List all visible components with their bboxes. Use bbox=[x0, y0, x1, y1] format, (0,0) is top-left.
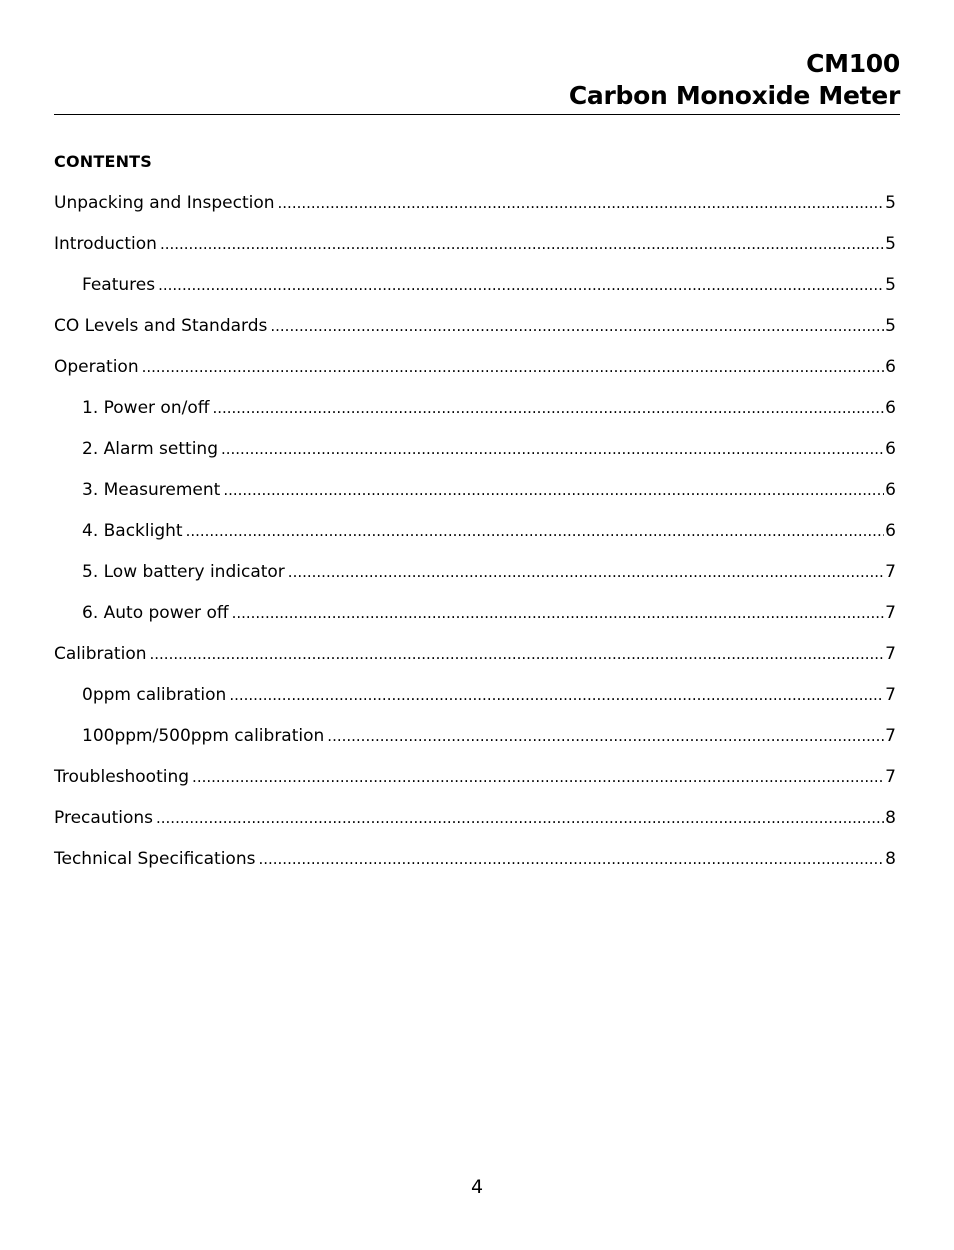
toc-dot-leader bbox=[223, 480, 884, 500]
toc-entry[interactable] bbox=[54, 439, 896, 480]
toc-entry-page: 8 bbox=[885, 849, 896, 869]
toc-entry-page: 7 bbox=[885, 562, 896, 582]
toc-entry[interactable] bbox=[54, 603, 896, 644]
toc-entry-page: 6 bbox=[885, 357, 896, 377]
toc-dot-leader bbox=[142, 357, 885, 377]
toc-entry-page: 7 bbox=[885, 644, 896, 664]
toc-dot-leader bbox=[186, 521, 885, 541]
toc-entry-page: 5 bbox=[885, 193, 896, 213]
toc-entry-title: 1. Power on/off bbox=[82, 398, 210, 418]
toc-entry-page: 6 bbox=[885, 521, 896, 541]
toc-entry-title: Troubleshooting bbox=[54, 767, 190, 787]
toc-entry-page: 6 bbox=[885, 398, 896, 418]
toc-entry[interactable] bbox=[54, 234, 896, 275]
product-name: Carbon Monoxide Meter bbox=[568, 81, 900, 110]
toc-entry-title: 100ppm/500ppm calibration bbox=[82, 726, 325, 746]
toc-entry-title: 5. Low battery indicator bbox=[82, 562, 285, 582]
toc-entry[interactable] bbox=[54, 357, 896, 398]
toc-entry-title: 6. Auto power off bbox=[82, 603, 229, 623]
toc-entry[interactable] bbox=[54, 685, 896, 726]
table-of-contents bbox=[54, 193, 896, 890]
toc-entry-title: 4. Backlight bbox=[82, 521, 183, 541]
toc-entry-title: Features bbox=[82, 275, 156, 295]
toc-entry-page: 8 bbox=[885, 808, 896, 828]
toc-entry-title: CO Levels and Standards bbox=[54, 316, 268, 336]
toc-entry[interactable] bbox=[54, 521, 896, 562]
contents-heading: CONTENTS bbox=[54, 152, 153, 171]
page-header bbox=[54, 48, 900, 115]
toc-entry-title: Technical Specifications bbox=[54, 849, 256, 869]
toc-entry[interactable] bbox=[54, 398, 896, 439]
toc-entry-title: Operation bbox=[54, 357, 139, 377]
toc-entry-page: 7 bbox=[885, 685, 896, 705]
toc-entry-title: 3. Measurement bbox=[82, 480, 221, 500]
toc-entry-title: 2. Alarm setting bbox=[82, 439, 218, 459]
toc-entry-title: 0ppm calibration bbox=[82, 685, 227, 705]
page-number: 4 bbox=[470, 1176, 484, 1198]
toc-dot-leader bbox=[221, 439, 884, 459]
toc-entry[interactable] bbox=[54, 480, 896, 521]
toc-dot-leader bbox=[327, 726, 884, 746]
toc-entry[interactable] bbox=[54, 275, 896, 316]
toc-dot-leader bbox=[150, 644, 885, 664]
toc-dot-leader bbox=[270, 316, 884, 336]
toc-dot-leader bbox=[156, 808, 884, 828]
toc-entry-page: 7 bbox=[885, 767, 896, 787]
toc-entry[interactable] bbox=[54, 316, 896, 357]
toc-entry-page: 5 bbox=[885, 275, 896, 295]
toc-dot-leader bbox=[158, 275, 884, 295]
toc-dot-leader bbox=[258, 849, 884, 869]
toc-entry-title: Calibration bbox=[54, 644, 147, 664]
toc-entry-page: 6 bbox=[885, 480, 896, 500]
toc-entry-title: Precautions bbox=[54, 808, 153, 828]
toc-entry-title: Introduction bbox=[54, 234, 157, 254]
toc-entry[interactable] bbox=[54, 562, 896, 603]
toc-entry-page: 7 bbox=[885, 603, 896, 623]
toc-entry[interactable] bbox=[54, 849, 896, 890]
model-name: CM100 bbox=[806, 49, 900, 78]
toc-dot-leader bbox=[288, 562, 884, 582]
toc-entry-title: Unpacking and Inspection bbox=[54, 193, 275, 213]
toc-entry[interactable] bbox=[54, 644, 896, 685]
toc-dot-leader bbox=[160, 234, 884, 254]
toc-dot-leader bbox=[278, 193, 885, 213]
toc-entry[interactable] bbox=[54, 808, 896, 849]
toc-entry[interactable] bbox=[54, 193, 896, 234]
toc-entry-page: 5 bbox=[885, 234, 896, 254]
toc-entry-page: 6 bbox=[885, 439, 896, 459]
toc-entry-page: 7 bbox=[885, 726, 896, 746]
toc-dot-leader bbox=[232, 603, 885, 623]
toc-dot-leader bbox=[212, 398, 884, 418]
toc-dot-leader bbox=[192, 767, 884, 787]
toc-entry-page: 5 bbox=[885, 316, 896, 336]
toc-entry[interactable] bbox=[54, 767, 896, 808]
toc-entry[interactable] bbox=[54, 726, 896, 767]
toc-dot-leader bbox=[229, 685, 884, 705]
